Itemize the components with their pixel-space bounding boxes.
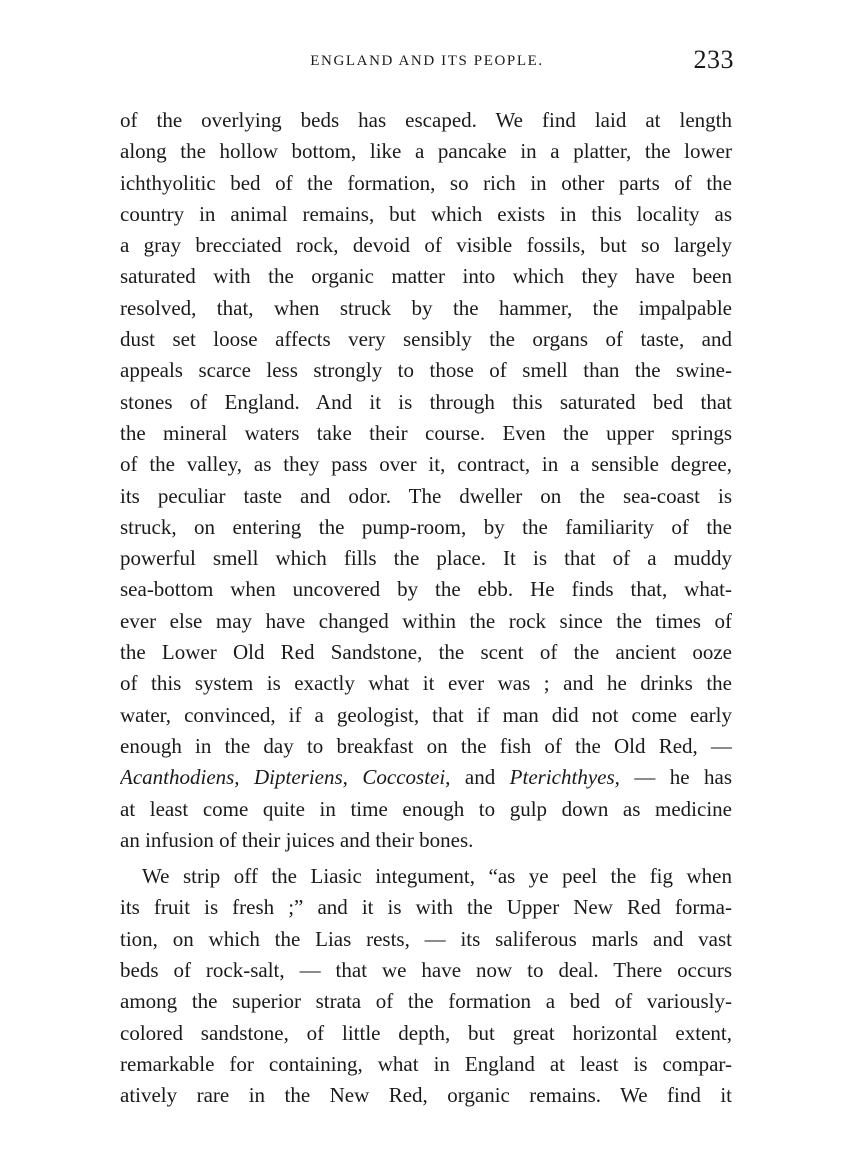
genus-name: Coccostei, [362, 765, 451, 790]
genus-name: Dipteriens, [254, 765, 348, 790]
text-line: water, convinced, if a geologist, that if man did not come early [120, 702, 732, 727]
page-number: 233 [693, 45, 734, 74]
genus-name: Pterichthyes, [509, 765, 620, 790]
text-line: remarkable for containing, what in England at least is compar- [120, 1051, 732, 1076]
text-line: sea-bottom when uncovered by the ebb. He finds that, what- [120, 577, 732, 602]
text-line: at least come quite in time enough to gulp down as medicine [120, 796, 732, 821]
body-text [120, 105, 732, 1112]
genus-name: Acanthodiens, [120, 765, 240, 790]
text-line: tion, on which the Lias rests, — its saliferous marls and vast [120, 926, 732, 951]
text-line: enough in the day to breakfast on the fish of the Old Red, — [120, 733, 732, 758]
running-head [120, 44, 734, 84]
text-line-italic-names [120, 762, 732, 793]
text-line: country in animal remains, but which exists in this locality as [120, 201, 732, 226]
text-line: saturated with the organic matter into which they have been [120, 264, 732, 289]
text-line: a gray brecciated rock, devoid of visible fossils, but so largely [120, 233, 732, 258]
text-line: beds of rock-salt, — that we have now to deal. There occurs [120, 958, 732, 983]
text-line: atively rare in the New Red, organic remains. We find it [120, 1083, 732, 1108]
text-line: powerful smell which fills the place. It is that of a muddy [120, 546, 732, 571]
text-line: its peculiar taste and odor. The dweller on the sea-coast is [120, 483, 732, 508]
text-line: among the superior strata of the formation a bed of variously- [120, 989, 732, 1014]
text-line: along the hollow bottom, like a pancake in a platter, the lower [120, 139, 732, 164]
text-line: its fruit is fresh ;” and it is with the Upper New Red forma- [120, 895, 732, 920]
text-line: of the valley, as they pass over it, contract, in a sensible degree, [120, 452, 732, 477]
text-line: dust set loose affects very sensibly the organs of taste, and [120, 327, 732, 352]
text-line: appeals scarce less strongly to those of smell than the swine- [120, 358, 732, 383]
line-tail: — he has [634, 765, 732, 790]
text-line: colored sandstone, of little depth, but great horizontal extent, [120, 1020, 732, 1045]
text-line: of the overlying beds has escaped. We find laid at length [120, 108, 732, 132]
conjunction: and [464, 765, 496, 790]
text-line: of this system is exactly what it ever was ; and he drinks the [120, 671, 732, 696]
text-line: We strip off the Liasic integument, “as ye peel the fig when [142, 864, 732, 889]
running-title: ENGLAND AND ITS PEOPLE. [310, 53, 544, 69]
text-line: the Lower Old Red Sandstone, the scent of the ancient ooze [120, 640, 732, 665]
text-line: resolved, that, when struck by the hammer, the impalpable [120, 295, 732, 320]
text-line: stones of England. And it is through this saturated bed that [120, 389, 732, 414]
text-line: an infusion of their juices and their bones. [120, 827, 474, 852]
text-line: the mineral waters take their course. Even the upper springs [120, 420, 732, 445]
text-line: ever else may have changed within the rock since the times of [120, 608, 732, 633]
text-line: ichthyolitic bed of the formation, so rich in other parts of the [120, 170, 732, 195]
text-line: struck, on entering the pump-room, by the familiarity of the [120, 514, 732, 539]
